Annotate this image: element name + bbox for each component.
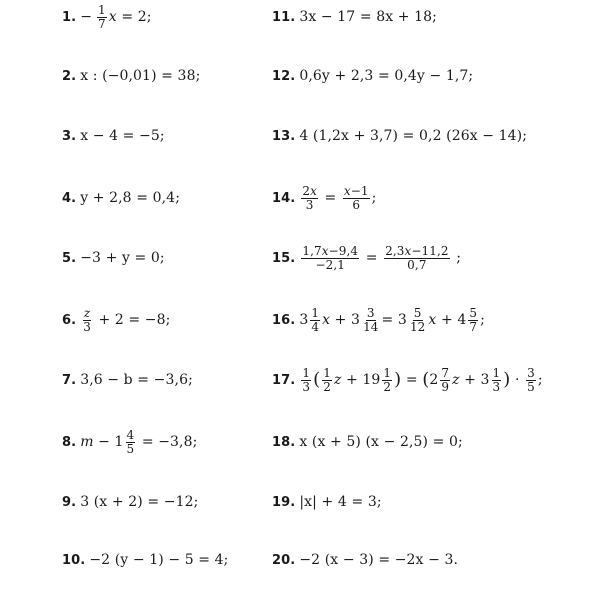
equation: 3x − 17 = 8x + 18; xyxy=(299,9,437,25)
equation: $\frac{2x}{3}$ = $\frac{x-1}{6}$ ; xyxy=(302,183,377,212)
fraction: $\frac{1}{3}$ xyxy=(302,365,311,394)
equation: |x| + 4 = 3; xyxy=(299,494,382,510)
equation: −2 (x − 3) = −2x − 3. xyxy=(299,552,459,568)
exercise-2 xyxy=(62,64,200,88)
equation: 0,6y + 2,3 = 0,4y − 1,7; xyxy=(299,68,474,84)
exercise-number: 9. xyxy=(62,494,77,510)
fraction: $\frac{1}{2}$ xyxy=(383,365,392,394)
fraction: $\frac{1}{7}$ xyxy=(98,2,106,31)
exercise-14 xyxy=(272,183,377,212)
equation: −2 (y − 1) − 5 = 4; xyxy=(89,552,229,568)
exercise-number: 12. xyxy=(272,68,296,84)
exercise-number: 5. xyxy=(62,250,77,266)
fraction: $\frac{x-1}{6}$ xyxy=(343,183,369,212)
exercise-20 xyxy=(272,548,458,572)
exercise-number: 17. xyxy=(272,372,296,388)
exercise-number: 4. xyxy=(62,190,77,206)
exercise-number: 3. xyxy=(62,128,77,144)
exercise-number: 6. xyxy=(62,312,77,328)
exercise-5 xyxy=(62,246,165,270)
exercise-9 xyxy=(62,490,198,514)
equation: $\frac{1}{3}$ ( $\frac{1}{2}$ z + 19 $\frac{1}{2}$ ) = ( 2 $\frac{7}{9}$ z + 3 $\frac{1}{3}$ ) · $\frac{3}{5}$ ; xyxy=(302,365,543,394)
equation: y + 2,8 = 0,4; xyxy=(80,190,181,206)
exercise-17 xyxy=(272,365,543,394)
equation: $\frac{1,7x-9,4}{-2,1}$ = $\frac{2,3x-11,2}{0,7}$ ; xyxy=(302,243,462,272)
equation: − $\frac{1}{7}$ x = 2; xyxy=(80,2,152,31)
exercise-4 xyxy=(62,186,180,210)
equation: m − 1 $\frac{4}{5}$ = −3,8; xyxy=(80,427,198,456)
exercise-number: 1. xyxy=(62,9,77,25)
exercise-number: 18. xyxy=(272,434,296,450)
exercise-16 xyxy=(272,305,485,334)
exercise-number: 2. xyxy=(62,68,77,84)
exercise-18 xyxy=(272,430,463,454)
exercise-number: 16. xyxy=(272,312,296,328)
equation: 3,6 − b = −3,6; xyxy=(80,372,193,388)
exercise-15 xyxy=(272,243,462,272)
fraction: $\frac{2,3x-11,2}{0,7}$ xyxy=(385,243,449,272)
equation: 3 $\frac{1}{4}$ x + 3 $\frac{3}{14}$ = 3 $\frac{5}{12}$ x + 4 $\frac{5}{7}$ ; xyxy=(299,305,485,334)
exercise-8 xyxy=(62,427,198,456)
fraction: $\frac{1}{3}$ xyxy=(492,365,501,394)
exercise-7 xyxy=(62,368,193,392)
exercise-6 xyxy=(62,305,171,334)
equation: $\frac{z}{3}$ + 2 = −8; xyxy=(83,305,171,334)
equation: −3 + y = 0; xyxy=(80,250,165,266)
exercise-number: 15. xyxy=(272,250,296,266)
equation: 3 (x + 2) = −12; xyxy=(80,494,199,510)
fraction: $\frac{3}{14}$ xyxy=(363,305,379,334)
exercise-number: 14. xyxy=(272,190,296,206)
exercise-11 xyxy=(272,5,437,29)
fraction: $\frac{2x}{3}$ xyxy=(302,183,317,212)
fraction: $\frac{z}{3}$ xyxy=(83,305,91,334)
exercise-number: 20. xyxy=(272,552,296,568)
fraction: $\frac{7}{9}$ xyxy=(441,365,450,394)
fraction: $\frac{5}{7}$ xyxy=(469,305,478,334)
exercise-number: 19. xyxy=(272,494,296,510)
exercise-number: 8. xyxy=(62,434,77,450)
fraction: $\frac{1}{2}$ xyxy=(323,365,331,394)
fraction: $\frac{4}{5}$ xyxy=(126,427,135,456)
fraction: $\frac{1}{4}$ xyxy=(311,305,320,334)
equation: x : (−0,01) = 38; xyxy=(80,68,201,84)
exercise-number: 10. xyxy=(62,552,86,568)
exercise-number: 13. xyxy=(272,128,296,144)
exercise-number: 11. xyxy=(272,9,296,25)
equation: x − 4 = −5; xyxy=(80,128,165,144)
exercise-13 xyxy=(272,124,527,148)
fraction: $\frac{3}{5}$ xyxy=(527,365,535,394)
exercise-number: 7. xyxy=(62,372,77,388)
equation: x (x + 5) (x − 2,5) = 0; xyxy=(299,434,463,450)
exercise-19 xyxy=(272,490,382,514)
exercise-3 xyxy=(62,124,165,148)
fraction: $\frac{1,7x-9,4}{-2,1}$ xyxy=(302,243,359,272)
exercise-12 xyxy=(272,64,473,88)
exercise-10 xyxy=(62,548,229,572)
equation: 4 (1,2x + 3,7) = 0,2 (26x − 14); xyxy=(299,128,528,144)
fraction: $\frac{5}{12}$ xyxy=(409,305,426,334)
exercise-1 xyxy=(62,2,152,31)
